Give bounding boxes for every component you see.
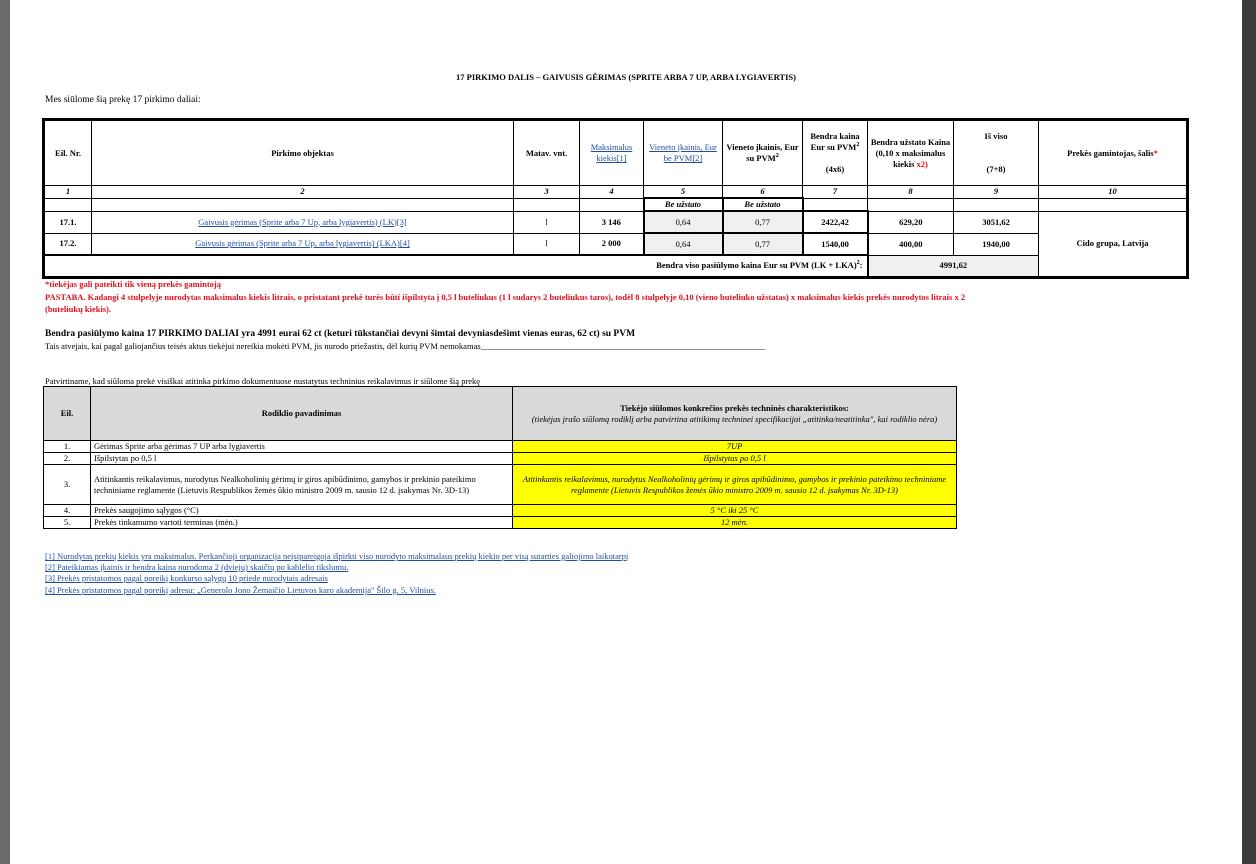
spec-table — [43, 386, 957, 529]
row-unit-price-excl: 0,64 — [644, 233, 723, 255]
no-deposit-label: Be užstato — [644, 198, 723, 211]
spec-row-name: Atitinkantis reikalavimus, nurodytus Nealkoholinių gėrimų ir giros apibūdinimo, gamybos ir prekinio pateikimo techniniame reglamente (Lietuvis Respublikos žemės ūkio ministro 2009 m. sausio 12 d. įsakymas Nr. 3D-13) — [91, 465, 513, 505]
spec-row-no: 1. — [44, 441, 91, 453]
col-number: 2 — [92, 186, 514, 199]
spec-row-value[interactable]: 7UP — [513, 441, 957, 453]
row-total: 3051,62 — [954, 211, 1039, 233]
row-unit: l — [514, 233, 580, 255]
no-deposit-row — [44, 198, 1188, 211]
viewer-background — [1242, 0, 1256, 864]
footnote-link[interactable]: [1] Nurodytas prekių kiekis yra maksimalus. Perkančioji organizacija neįsipareigoja išpirkti viso nurodyto maksimalaus prekių kiekio per visą sutarties galiojimo laikotarpį — [45, 551, 629, 561]
header-deposit: Bendra užstato Kaina (0,10 x maksimalus kiekis x2) — [868, 120, 954, 186]
row-no: 17.2. — [44, 233, 92, 255]
row-total-price: 2422,42 — [803, 211, 868, 233]
table-row — [44, 465, 957, 505]
spec-row-value[interactable]: 12 mėn. — [513, 517, 957, 529]
col-number: 4 — [580, 186, 644, 199]
pastaba-note: PASTABA. Kadangi 4 stulpelyje nurodytas maksimalus kiekis litrais, o pristatant prekė turės būti išpilstyta į 0,5 l buteliukus (1 l sudarys 2 buteliukus taros), todėl 8 stulpelyje 0,10 (vieno buteliuko užstatas) x maksimalus kiekis prekės nurodytos litrais x 2 — [45, 292, 966, 302]
col-number: 3 — [514, 186, 580, 199]
footnote-link[interactable]: [3] Prekės pristatomos pagal poreikį konkurso sąlygų 10 priede nurodytais adresais — [45, 573, 328, 583]
header-max-qty[interactable]: Maksimalus kiekis[1] — [580, 120, 644, 186]
spec-row-value[interactable]: Atitinkantis reikalavimus, nurodytus Nealkoholinių gėrimų ir giros apibūdinimo, gamybos ir prekinio pateikimo techniniame reglamente (Lietuvis Respublikos žemės ūkio ministro 2009 m. sausio 12 d. įsakymas Nr. 3D-13) — [513, 465, 957, 505]
row-deposit: 629,20 — [868, 211, 954, 233]
total-sentence: Bendra pasiūlymo kaina 17 PIRKIMO DALIAI yra 4991 eurai 62 ct (keturi tūkstančiai devyni šimtai devyniasdešimt vienas euras, 62 ct) su PVM — [45, 329, 636, 339]
spec-row-name: Išpilstytas po 0,5 l — [91, 453, 513, 465]
spec-header-name: Rodiklio pavadinimas — [91, 387, 513, 441]
spec-row-no: 3. — [44, 465, 91, 505]
col-number: 1 — [44, 186, 92, 199]
col-number: 10 — [1039, 186, 1188, 199]
document-page — [10, 0, 1242, 864]
row-object[interactable]: Gaivusis gėrimas (Sprite arba 7 Up, arba lygiavertis) (LK)[3] — [92, 211, 514, 233]
column-numbers-row — [44, 186, 1188, 199]
no-deposit-label: Be užstato — [723, 198, 803, 211]
header-total-price: Bendra kaina Eur su PVM$^2$ (4x6) — [803, 120, 868, 186]
row-max-qty: 2 000 — [580, 233, 644, 255]
row-deposit: 400,00 — [868, 233, 954, 255]
spec-row-value[interactable]: Išpilstytas po 0,5 l — [513, 453, 957, 465]
header-no: Eil. Nr. — [44, 120, 92, 186]
grand-total-label: Bendra viso pasiūlymo kaina Eur su PVM (LK + LKA)$^2$: — [44, 255, 868, 277]
spec-row-name: Prekės saugojimo sąlygos (°C) — [91, 505, 513, 517]
header-object: Pirkimo objektas — [92, 120, 514, 186]
spec-row-value[interactable]: 5 °C iki 25 °C — [513, 505, 957, 517]
spec-row-no: 2. — [44, 453, 91, 465]
col-number: 9 — [954, 186, 1039, 199]
row-unit-price-incl: 0,77 — [723, 211, 803, 233]
table-row — [44, 233, 1188, 255]
table-row — [44, 453, 957, 465]
spec-row-name: Gėrimas Sprite arba gėrimas 7 UP arba lygiavertis — [91, 441, 513, 453]
pastaba-note-2: (buteliukų kiekis). — [45, 304, 112, 314]
row-object[interactable]: Gaivusis gėrimas (Sprite arba 7 Up, arba lygiavertis) (LKA)[4] — [92, 233, 514, 255]
row-unit-price-incl: 0,77 — [723, 233, 803, 255]
grand-total-row — [44, 255, 1188, 277]
spec-row-no: 5. — [44, 517, 91, 529]
table-row — [44, 441, 957, 453]
spec-header-char: Tiekėjo siūlomos konkrečios prekės techninės charakteristikos: (tiekėjas įrašo siūlomą rodiklį arba patvirtina atitikimą techninei specifikacijai „atitinka/neatitinka", kai rodiklio nėra) — [513, 387, 957, 441]
row-unit-price-excl: 0,64 — [644, 211, 723, 233]
table-row — [44, 211, 1188, 233]
row-max-qty: 3 146 — [580, 211, 644, 233]
row-total: 1940,00 — [954, 233, 1039, 255]
col-number: 5 — [644, 186, 723, 199]
manufacturer-value: Cido grupa, Latvija — [1039, 211, 1188, 277]
offer-header-row — [44, 120, 1188, 186]
header-unit: Matav. vnt. — [514, 120, 580, 186]
page-title: 17 PIRKIMO DALIS – GAIVUSIS GĖRIMAS (SPRITE ARBA 7 UP, ARBA LYGIAVERTIS) — [456, 72, 796, 82]
footnote-link[interactable]: [4] Prekės pristatomos pagal poreikį adresu: „Generolo Jono Žemaičio Lietuvos karo akademija" Šilo g. 5, Vilnius. — [45, 585, 436, 595]
grand-total-value: 4991,62 — [868, 255, 1039, 277]
footnote-link[interactable]: [2] Pateikiamas įkainis ir bendra kaina nurodoma 2 (dviejų) skaičių po kablelio tikslumu. — [45, 562, 349, 572]
header-unit-price-excl[interactable]: Vieneto įkainis, Eur be PVM[2] — [644, 120, 723, 186]
offer-table — [42, 118, 1189, 279]
header-unit-price-incl: Vieneto įkainis, Eur su PVM$^2$ — [723, 120, 803, 186]
confirm-text: Patvirtiname, kad siūloma prekė visiškai atitinka pirkimo dokumentuose nustatytus techninius reikalavimus ir siūlome šią prekę — [45, 376, 481, 386]
one-manufacturer-note: *tiekėjas gali pateikti tik vieną prekės gamintoją — [45, 279, 221, 289]
row-unit: l — [514, 211, 580, 233]
spec-row-no: 4. — [44, 505, 91, 517]
spec-header-row — [44, 387, 957, 441]
col-number: 7 — [803, 186, 868, 199]
vat-sentence: Tais atvejais, kai pagal galiojančius teisės aktus tiekėjui nereikia mokėti PVM, jis nurodo priežastis, dėl kurių PVM nemokamas___________________________________________________________________ — [45, 341, 766, 351]
header-total: Iš viso (7+8) — [954, 120, 1039, 186]
header-manufacturer: Prekės gamintojas, šalis* — [1039, 120, 1188, 186]
table-row — [44, 517, 957, 529]
row-total-price: 1540,00 — [803, 233, 868, 255]
intro-text: Mes siūlome šią prekę 17 pirkimo daliai: — [45, 95, 201, 105]
row-no: 17.1. — [44, 211, 92, 233]
col-number: 8 — [868, 186, 954, 199]
col-number: 6 — [723, 186, 803, 199]
spec-row-name: Prekės tinkamumo vartoti terminas (mėn.) — [91, 517, 513, 529]
spec-header-no: Eil. — [44, 387, 91, 441]
table-row — [44, 505, 957, 517]
